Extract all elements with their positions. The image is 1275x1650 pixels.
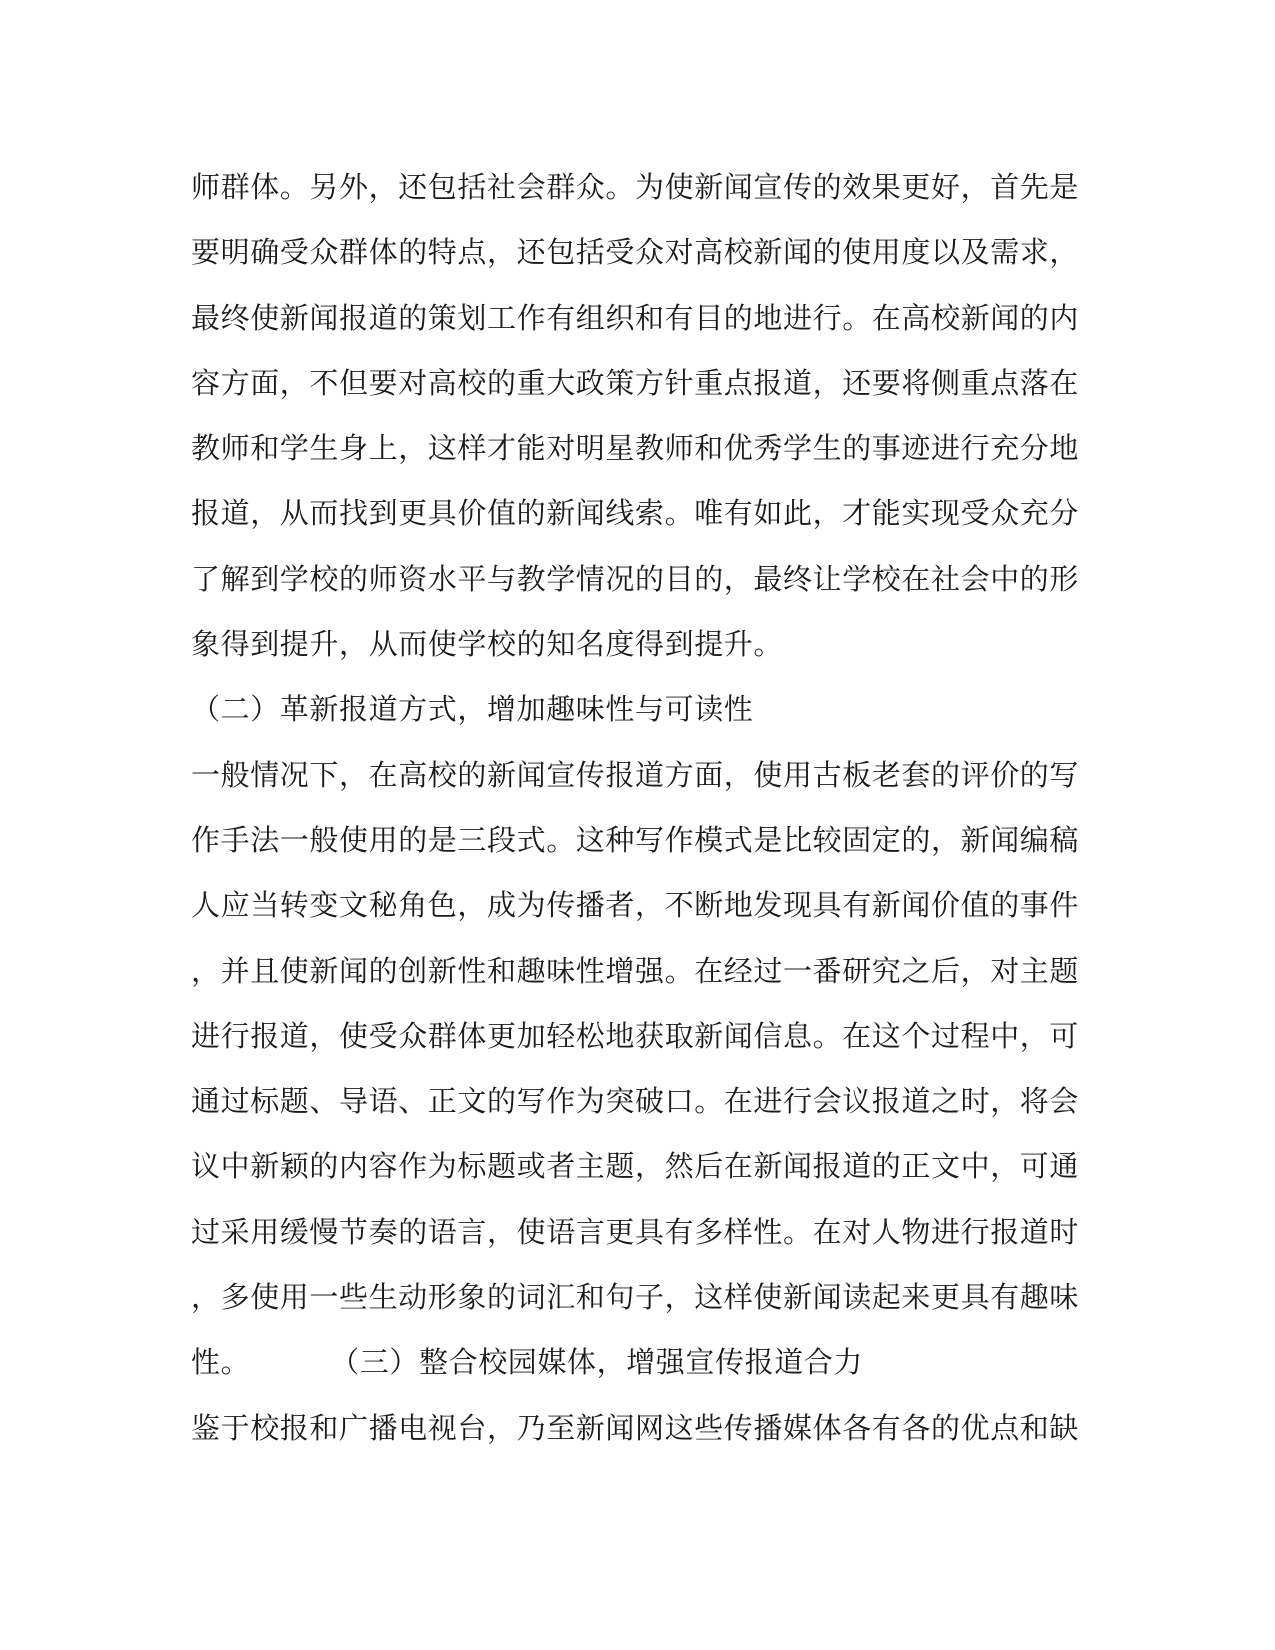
text-line: 报道，从而找到更具价值的新闻线索。唯有如此，才能实现受众充分 [191,496,1080,531]
text-line: 要明确受众群体的特点，还包括受众对高校新闻的使用度以及需求， [191,235,1080,270]
text-fragment: 性。 [191,1345,251,1380]
text-line: 议中新颖的内容作为标题或者主题，然后在新闻报道的正文中，可通 [191,1149,1080,1184]
text-line: 鉴于校报和广播电视台，乃至新闻网这些传播媒体各有各的优点和缺 [191,1410,1080,1445]
text-line: 容方面，不但要对高校的重大政策方针重点报道，还要将侧重点落在 [191,365,1080,400]
text-line: 人应当转变文秘角色，成为传播者，不断地发现具有新闻价值的事件 [191,888,1080,923]
text-line: ，并且使新闻的创新性和趣味性增强。在经过一番研究之后，对主题 [191,953,1080,988]
section-heading-3: （三）整合校园媒体，增强宣传报道合力 [330,1345,864,1380]
text-line: 过采用缓慢节奏的语言，使语言更具有多样性。在对人物进行报道时 [191,1214,1080,1249]
text-line: 最终使新闻报道的策划工作有组织和有目的地进行。在高校新闻的内 [191,300,1080,335]
body-text [191,155,1080,1461]
text-line: 作手法一般使用的是三段式。这种写作模式是比较固定的，新闻编稿 [191,822,1080,857]
section-heading-2: （二）革新报道方式，增加趣味性与可读性 [191,692,754,727]
text-line: 通过标题、导语、正文的写作为突破口。在进行会议报道之时，将会 [191,1084,1080,1119]
text-line: ，多使用一些生动形象的词汇和句子，这样使新闻读起来更具有趣味 [191,1280,1080,1315]
text-line: 一般情况下，在高校的新闻宣传报道方面，使用古板老套的评价的写 [191,757,1080,792]
text-line: 象得到提升，从而使学校的知名度得到提升。 [191,627,784,662]
text-line: 师群体。另外，还包括社会群众。为使新闻宣传的效果更好，首先是 [191,170,1080,204]
text-line: 了解到学校的师资水平与教学情况的目的，最终让学校在社会中的形 [191,561,1080,596]
text-line: 教师和学生身上，这样才能对明星教师和优秀学生的事迹进行充分地 [191,431,1080,466]
mixed-line [191,1330,1071,1395]
text-line: 进行报道，使受众群体更加轻松地获取新闻信息。在这个过程中，可 [191,1018,1080,1053]
